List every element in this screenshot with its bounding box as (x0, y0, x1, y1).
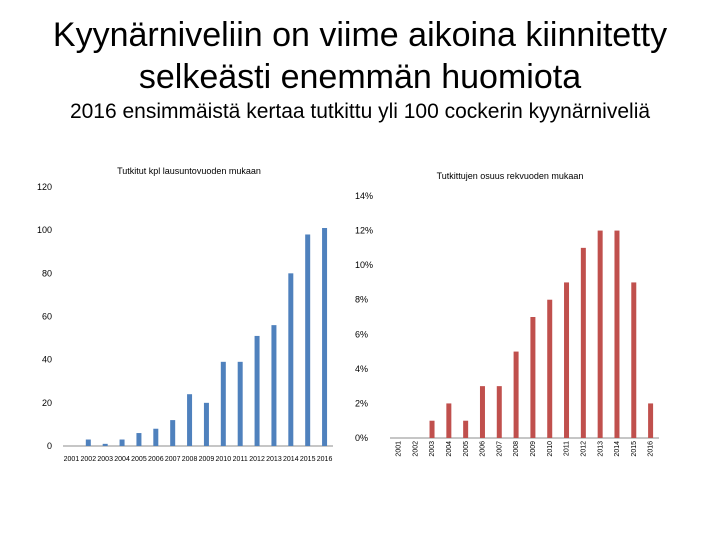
x-tick-label: 2016 (647, 441, 655, 457)
bar (530, 317, 535, 438)
x-tick-label: 2014 (614, 441, 622, 457)
bar (305, 234, 310, 446)
x-tick-label: 2011 (232, 456, 248, 463)
x-tick-label: 2004 (114, 456, 130, 463)
x-tick-label: 2003 (429, 441, 437, 457)
x-tick-label: 2010 (215, 456, 232, 463)
bar (170, 420, 175, 446)
bar (430, 421, 435, 438)
y-tick-label: 120 (36, 182, 52, 192)
bar (581, 248, 586, 438)
x-tick-label: 2002 (80, 456, 97, 463)
bar (322, 228, 327, 446)
x-tick-label: 2012 (249, 456, 265, 463)
bar (614, 231, 619, 438)
y-tick-label: 0% (355, 433, 369, 443)
bar (221, 362, 226, 446)
x-tick-label: 2009 (198, 456, 215, 463)
x-tick-label: 2006 (479, 441, 487, 457)
x-tick-label: 2011 (563, 441, 571, 457)
bar (204, 403, 209, 446)
x-tick-label: 2008 (513, 441, 521, 457)
x-tick-label: 2006 (148, 456, 164, 463)
bar (136, 433, 141, 446)
title-line-1: Kyynärniveliin on viime aikoina kiinnitetty (52, 16, 668, 54)
bar (187, 394, 192, 446)
x-tick-label: 2014 (283, 456, 299, 463)
bar (547, 300, 552, 438)
x-tick-label: 2010 (546, 441, 554, 457)
y-tick-label: 20 (41, 397, 52, 408)
x-tick-label: 2007 (496, 441, 504, 457)
y-tick-label: 14% (355, 191, 374, 201)
y-tick-label: 40 (41, 354, 52, 365)
bar (271, 325, 276, 446)
bar (598, 231, 603, 438)
y-tick-label: 60 (41, 311, 52, 322)
chart-title: Tutkittujen osuus rekvuoden mukaan (436, 171, 584, 181)
x-tick-label: 2013 (597, 441, 605, 457)
y-tick-label: 4% (355, 363, 369, 374)
x-tick-label: 2008 (181, 456, 198, 463)
y-tick-label: 2% (355, 398, 369, 409)
x-tick-label: 2002 (412, 441, 420, 457)
y-tick-label: 10% (355, 260, 374, 271)
x-tick-label: 2005 (131, 456, 147, 463)
chart-tutkittujen-osuus (340, 160, 720, 470)
bar (648, 403, 653, 438)
x-tick-label: 2005 (462, 441, 470, 457)
bar (120, 440, 125, 446)
chart-tutkitut-kpl (0, 160, 350, 470)
title-line-2: selkeästi enemmän huomiota (138, 58, 582, 96)
x-tick-label: 2003 (97, 456, 113, 463)
bar (153, 429, 158, 446)
y-tick-label: 100 (36, 225, 52, 236)
x-tick-label: 2015 (299, 456, 316, 463)
x-tick-label: 2016 (316, 456, 333, 463)
slide-subtitle: 2016 ensimmäistä kertaa tutkittu yli 100 cockerin kyynärniveliä (69, 100, 651, 123)
bar (255, 336, 260, 446)
chart-title: Tutkitut kpl lausuntovuoden mukaan (117, 166, 261, 176)
bar (497, 386, 502, 438)
bar (103, 444, 108, 446)
bar (463, 421, 468, 438)
bar (446, 403, 451, 438)
x-tick-label: 2001 (63, 456, 80, 463)
y-tick-label: 0 (46, 441, 52, 451)
x-tick-label: 2004 (445, 441, 453, 457)
x-tick-label: 2009 (530, 441, 538, 457)
y-tick-label: 12% (355, 225, 374, 236)
y-tick-label: 8% (355, 294, 369, 305)
x-tick-label: 2013 (266, 456, 282, 463)
bar (564, 282, 569, 438)
y-tick-label: 6% (355, 329, 369, 340)
bar (480, 386, 485, 438)
x-tick-label: 2001 (395, 441, 403, 457)
bar (238, 362, 243, 446)
bar (86, 440, 91, 446)
slide-title (0, 14, 720, 98)
bar (631, 282, 636, 438)
x-tick-label: 2007 (164, 456, 181, 463)
x-tick-label: 2012 (580, 441, 588, 457)
x-tick-label: 2015 (630, 441, 638, 457)
y-tick-label: 80 (41, 268, 52, 279)
bar (514, 352, 519, 438)
bar (288, 273, 293, 446)
